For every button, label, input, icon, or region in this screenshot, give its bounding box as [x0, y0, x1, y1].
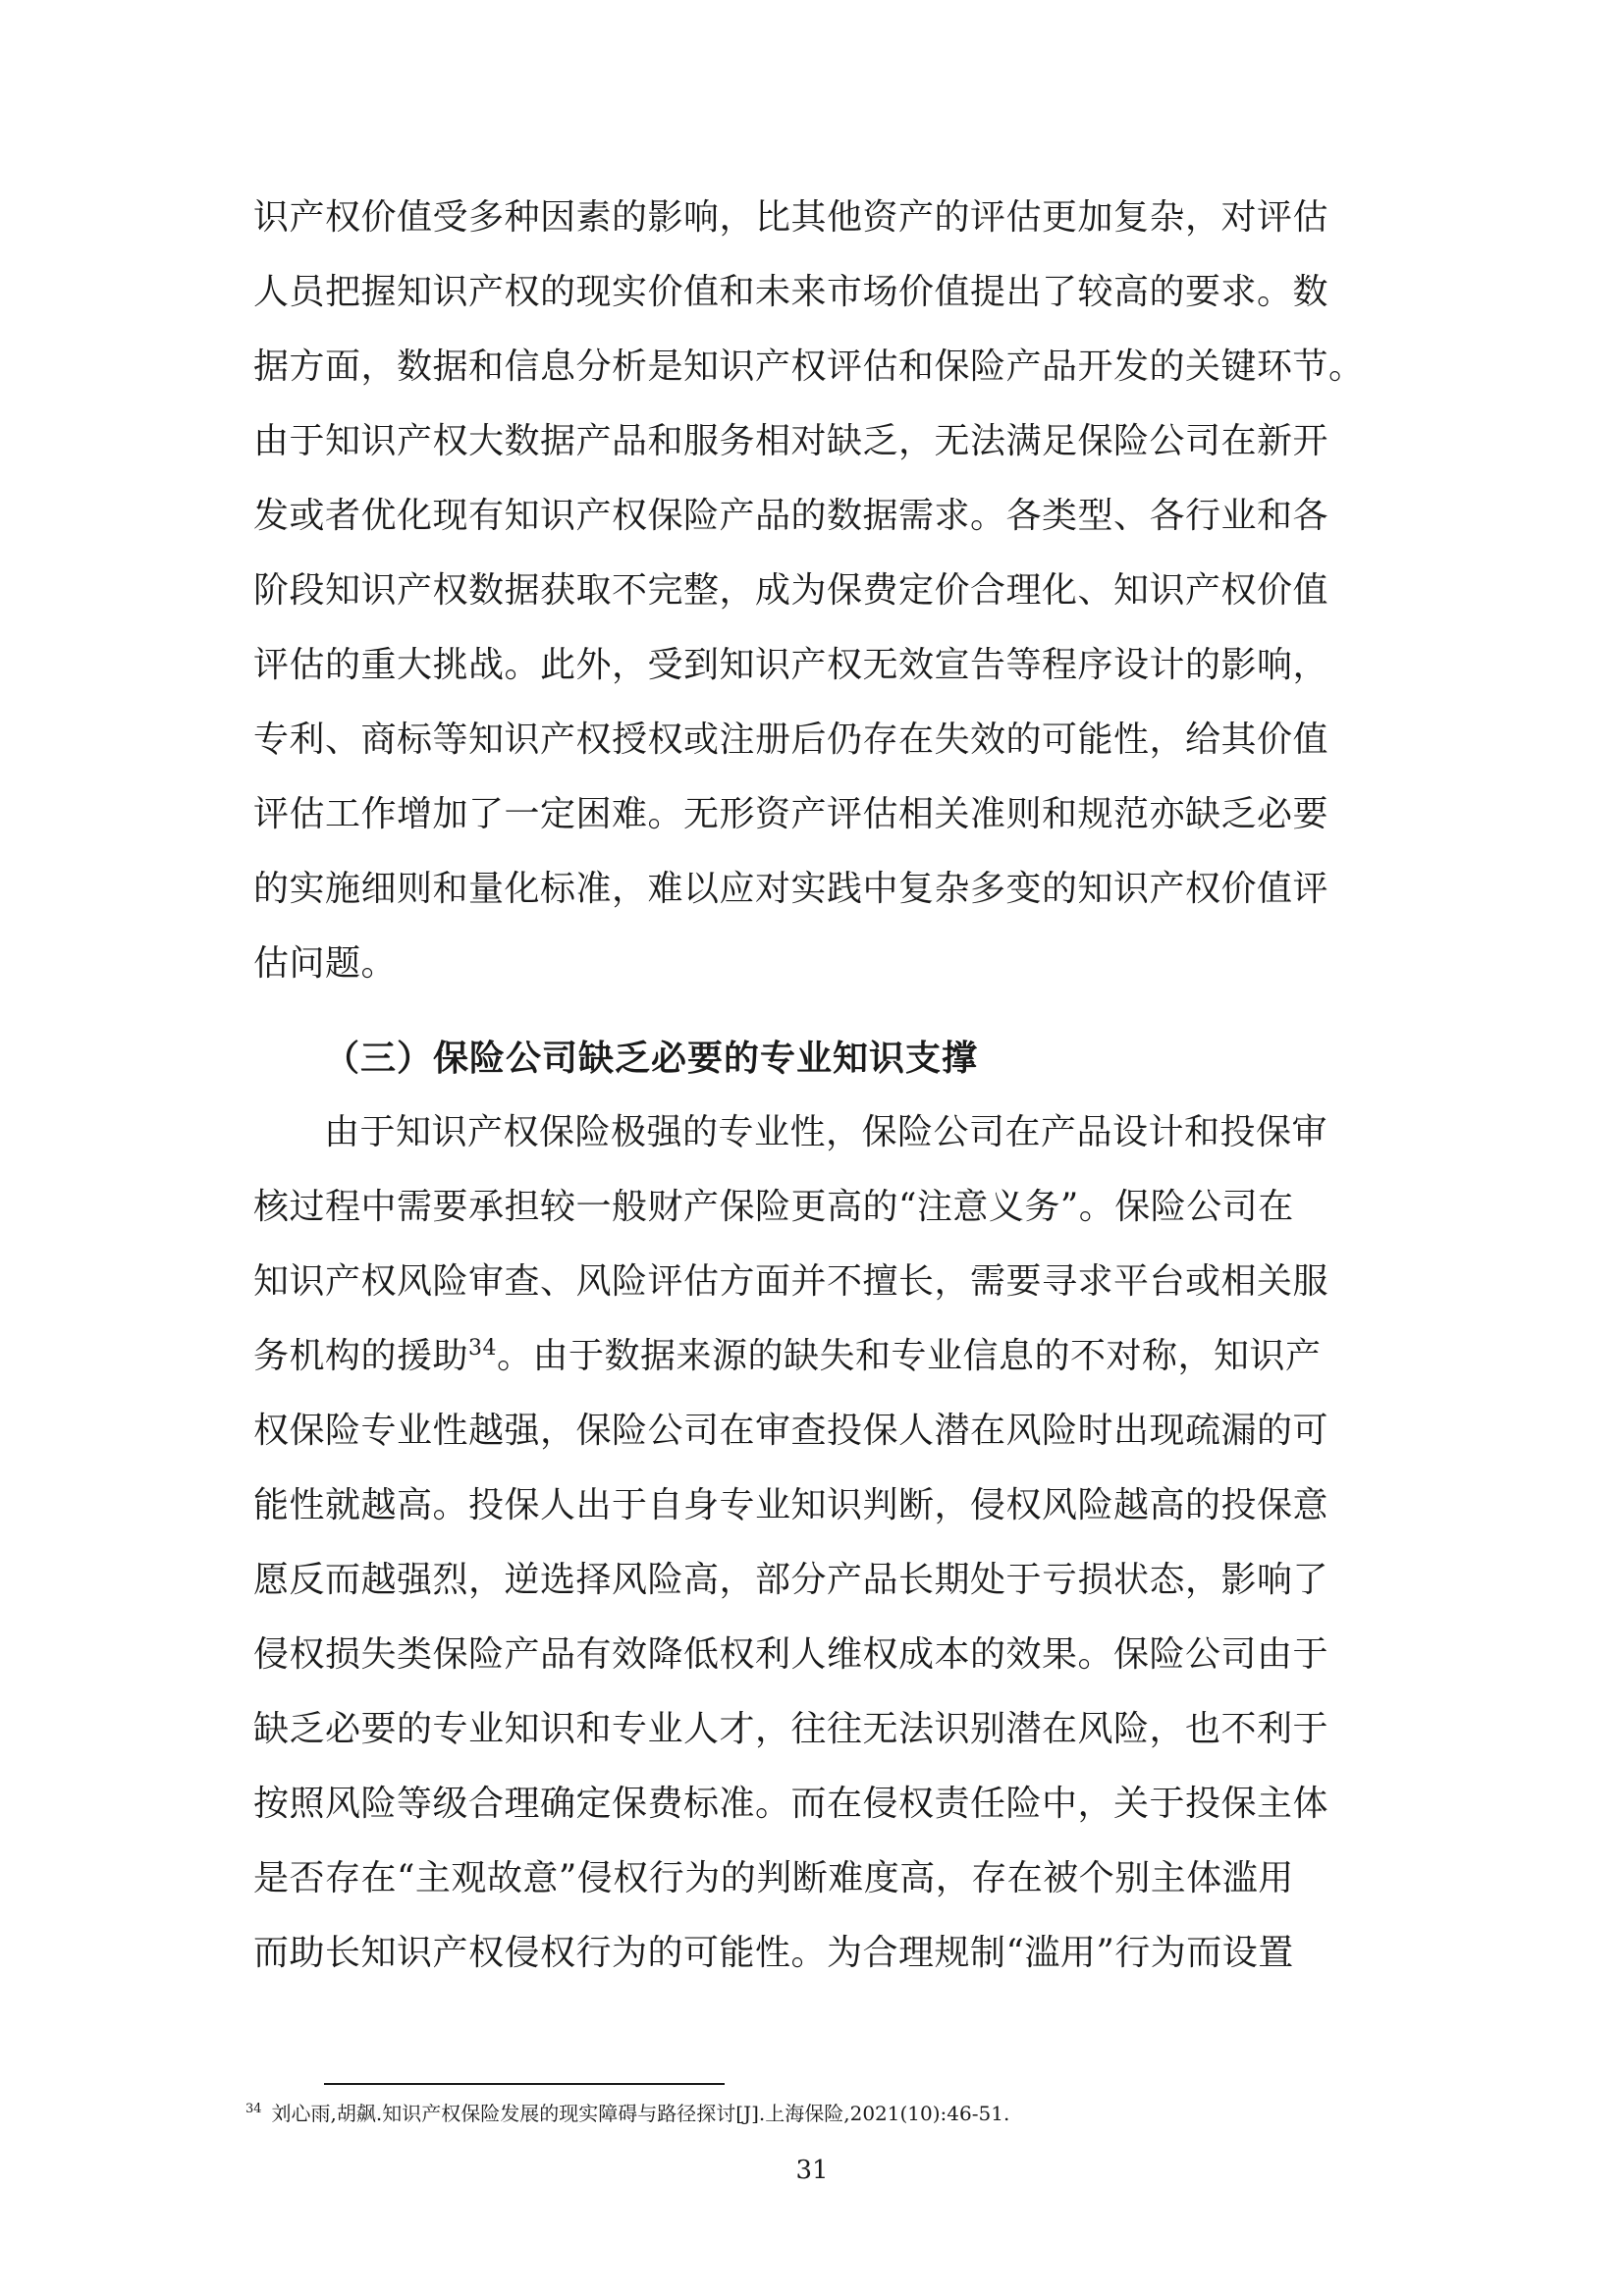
text-line: 核过程中需要承担较一般财产保险更高的“注意义务”。保险公司在: [253, 1187, 1294, 1227]
text-segment: 。由于数据来源的缺失和专业信息的不对称，知识产: [497, 1336, 1322, 1376]
footnote-separator: [324, 2083, 725, 2085]
footnote-text: 刘心雨,胡飙.知识产权保险发展的现实障碍与路径探讨[J].上海保险,2021(10):46-51.: [271, 2102, 1010, 2125]
text-line: 而助长知识产权侵权行为的可能性。为合理规制“滥用”行为而设置: [253, 1933, 1294, 1973]
text-line: 缺乏必要的专业知识和专业人才，往往无法识别潜在风险，也不利于: [253, 1709, 1329, 1749]
text-line: 由于知识产权大数据产品和服务相对缺乏，无法满足保险公司在新开: [253, 421, 1329, 461]
text-line: 估问题。: [253, 943, 398, 984]
text-segment: 务机构的援助: [253, 1336, 469, 1376]
page-number: 31: [795, 2156, 829, 2185]
text-line: 人员把握知识产权的现实价值和未来市场价值提出了较高的要求。数: [253, 272, 1329, 312]
text-line: 据方面，数据和信息分析是知识产权评估和保险产品开发的关键环节。: [253, 347, 1365, 387]
text-line: 按照风险等级合理确定保费标准。而在侵权责任险中，关于投保主体: [253, 1784, 1329, 1824]
text-line: 识产权价值受多种因素的影响，比其他资产的评估更加复杂，对评估: [253, 197, 1329, 238]
text-line: 知识产权风险审查、风险评估方面并不擅长，需要寻求平台或相关服: [253, 1261, 1329, 1302]
section-heading: （三）保险公司缺乏必要的专业知识支撑: [324, 1038, 979, 1079]
footnote: [245, 2101, 1009, 2126]
text-line: 能性就越高。投保人出于自身专业知识判断，侵权风险越高的投保意: [253, 1485, 1329, 1525]
text-line: 评估工作增加了一定困难。无形资产评估相关准则和规范亦缺乏必要: [253, 794, 1329, 834]
text-line: [253, 1337, 1392, 1376]
text-line: 侵权损失类保险产品有效降低权利人维权成本的效果。保险公司由于: [253, 1634, 1329, 1675]
text-line: 评估的重大挑战。此外，受到知识产权无效宣告等程序设计的影响，: [253, 645, 1329, 685]
text-line: 专利、商标等知识产权授权或注册后仍存在失效的可能性，给其价值: [253, 720, 1329, 760]
text-line: 是否存在“主观故意”侵权行为的判断难度高，存在被个别主体滥用: [253, 1858, 1294, 1898]
text-line: 发或者优化现有知识产权保险产品的数据需求。各类型、各行业和各: [253, 496, 1329, 536]
text-line: 愿反而越强烈，逆选择风险高，部分产品长期处于亏损状态，影响了: [253, 1560, 1329, 1600]
text-line: 权保险专业性越强，保险公司在审查投保人潜在风险时出现疏漏的可: [253, 1411, 1329, 1451]
footnote-number: 34: [245, 2102, 262, 2117]
text-line: 由于知识产权保险极强的专业性，保险公司在产品设计和投保审: [324, 1112, 1328, 1152]
footnote-reference[interactable]: 34: [468, 1336, 498, 1361]
text-line: 阶段知识产权数据获取不完整，成为保费定价合理化、知识产权价值: [253, 570, 1329, 611]
text-line: 的实施细则和量化标准，难以应对实践中复杂多变的知识产权价值评: [253, 869, 1329, 909]
